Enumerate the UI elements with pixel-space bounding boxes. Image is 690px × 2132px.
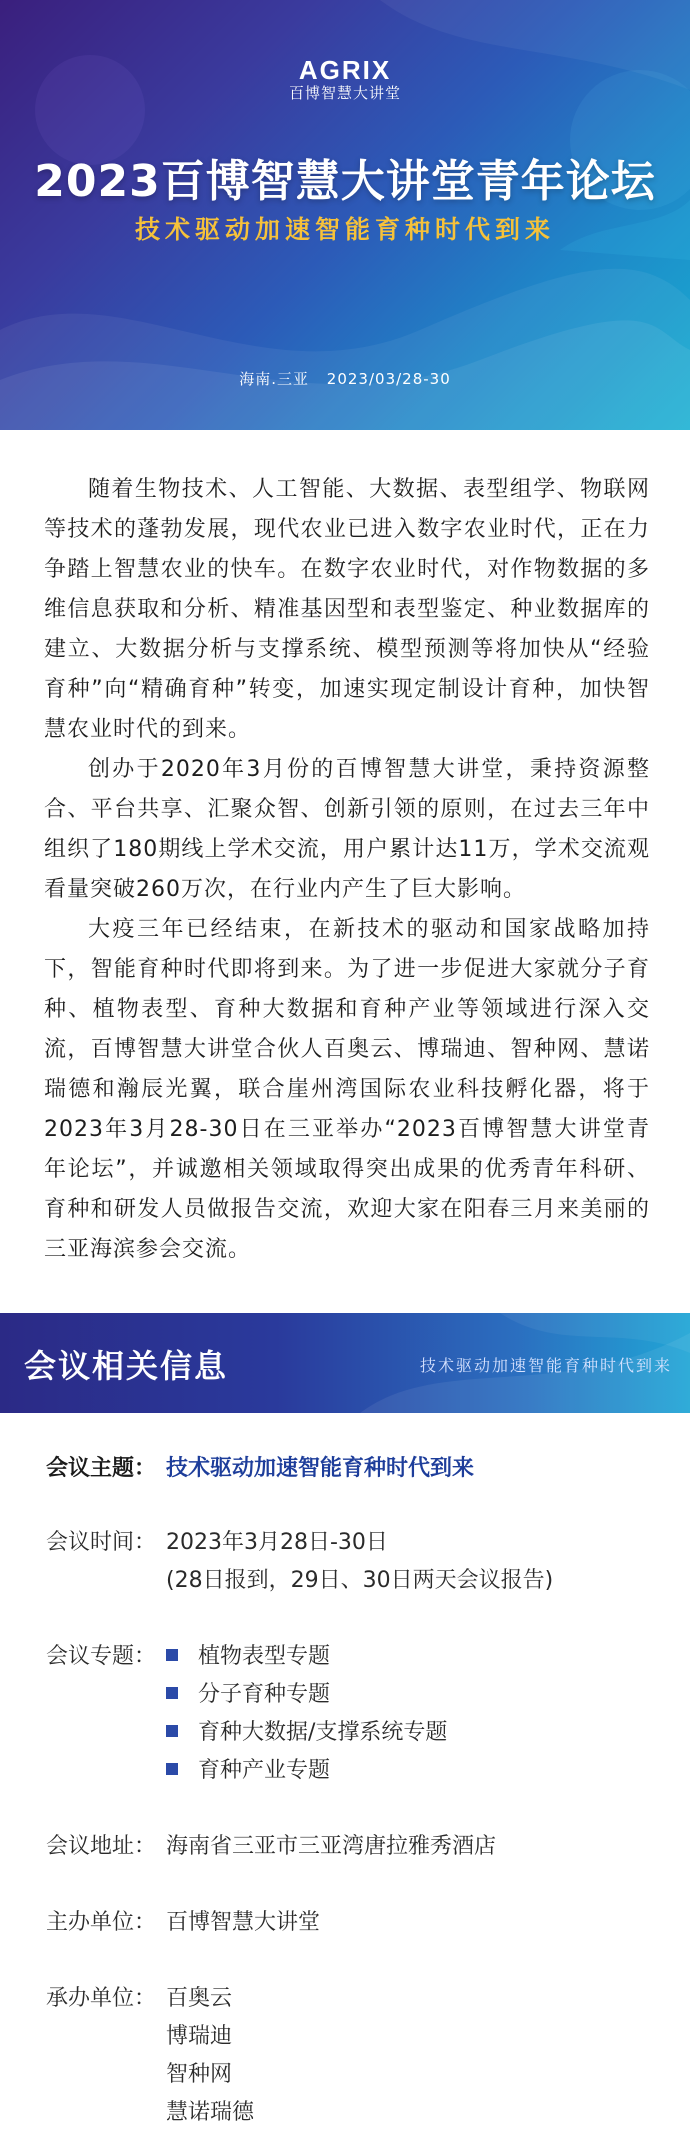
header-banner: [0, 0, 690, 430]
topic-item: 分子育种专题: [166, 1676, 447, 1714]
topic-item: 育种大数据/支撑系统专题: [166, 1714, 447, 1752]
organizer-item: 慧诺瑞德: [166, 2100, 255, 2125]
info-time-note: (28日报到，29日、30日两天会议报告): [166, 1568, 554, 1593]
info-label: 会议地址：: [46, 1834, 157, 1859]
topic-item: 育种产业专题: [166, 1752, 447, 1790]
intro-paragraph: 随着生物技术、人工智能、大数据、表型组学、物联网等技术的蓬勃发展，现代农业已进入数字农业时代，正在力争踏上智慧农业的快车。在数字农业时代，对作物数据的多维信息获取和分析、精准基因型和表型鉴定、种业数据库的建立、大数据分析与支撑系统、模型预测等将加快从“经验育种”向“精确育种”转变，加速实现定制设计育种，加快智慧农业时代的到来。: [44, 477, 650, 742]
organizer-item: 百奥云: [166, 1986, 233, 2011]
info-label: 主办单位：: [46, 1910, 157, 1935]
square-bullet-icon: [166, 1725, 178, 1737]
organizer-item: 博瑞迪: [166, 2024, 233, 2049]
info-time-value: [166, 1524, 553, 1600]
info-label: 会议主题：: [46, 1456, 157, 1481]
organizer-item: 智种网: [166, 2062, 233, 2087]
page-title: 2023百博智慧大讲堂青年论坛: [34, 156, 656, 207]
section-header: [0, 1313, 690, 1413]
logo-subtext: 百博智慧大讲堂: [288, 84, 401, 102]
info-address-value: 海南省三亚市三亚湾唐拉雅秀酒店: [166, 1834, 497, 1859]
intro-text: [44, 470, 650, 1270]
intro-paragraph: 创办于2020年3月份的百博智慧大讲堂，秉持资源整合、平台共享、汇聚众智、创新引领的原则，在过去三年中组织了180期线上学术交流，用户累计达11万，学术交流观看量突破260万次，在行业内产生了巨大影响。: [44, 757, 650, 902]
section-tagline: 技术驱动加速智能育种时代到来: [419, 1356, 672, 1375]
logo-wordmark: AGRIX: [298, 55, 392, 85]
info-label: 会议时间：: [46, 1530, 157, 1555]
event-place-date: [0, 368, 690, 389]
intro-paragraph: 大疫三年已经结束，在新技术的驱动和国家战略加持下，智能育种时代即将到来。为了进一步促进大家就分子育种、植物表型、育种大数据和育种产业等领域进行深入交流，百博智慧大讲堂合伙人百奥云、博瑞迪、智种网、慧诺瑞德和瀚辰光翼，联合崖州湾国际农业科技孵化器，将于2023年3月28-30日在三亚举办“2023百博智慧大讲堂青年论坛”，并诚邀相关领域取得突出成果的优秀青年科研、育种和研发人员做报告交流，欢迎大家在阳春三月来美丽的三亚海滨参会交流。: [44, 917, 650, 1262]
info-label: 会议专题：: [46, 1644, 157, 1669]
topic-item: 植物表型专题: [166, 1638, 447, 1676]
event-dates: 2023/03/28-30: [326, 370, 451, 388]
info-label: 承办单位：: [46, 1986, 157, 2011]
topic-list: [166, 1638, 447, 1790]
square-bullet-icon: [166, 1649, 178, 1661]
agrix-logo: [0, 56, 690, 102]
page-subtitle: 技术驱动加速智能育种时代到来: [134, 215, 555, 244]
square-bullet-icon: [166, 1687, 178, 1699]
section-title: 会议相关信息: [24, 1347, 229, 1385]
square-bullet-icon: [166, 1763, 178, 1775]
event-place: 海南.三亚: [239, 370, 310, 388]
organizer-list: [166, 1980, 254, 2132]
info-time-line: 2023年3月28日-30日: [166, 1530, 388, 1555]
info-theme-value: 技术驱动加速智能育种时代到来: [166, 1456, 475, 1481]
info-host-value: 百博智慧大讲堂: [166, 1910, 321, 1935]
